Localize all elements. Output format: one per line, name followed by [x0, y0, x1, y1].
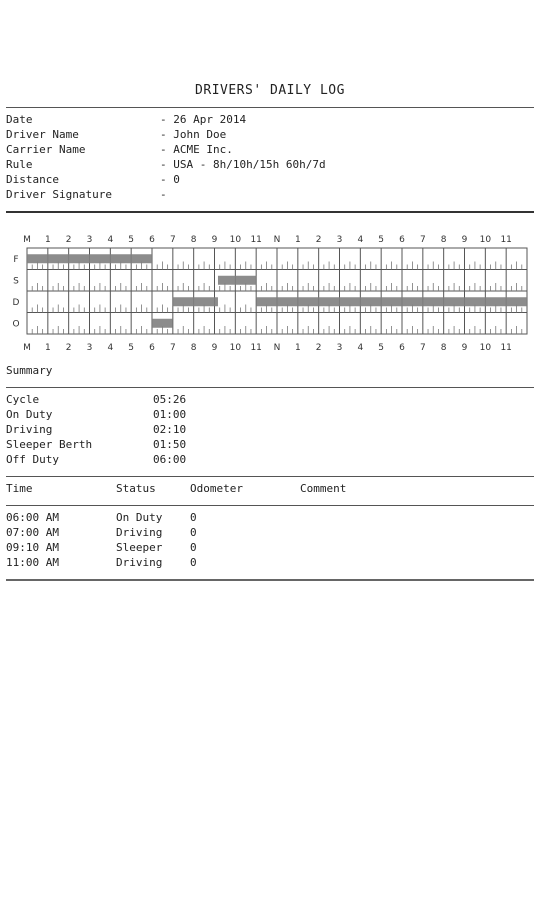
- table-bottom-divider: [6, 579, 534, 581]
- header-divider: [6, 211, 534, 213]
- field-label: Driver Name: [6, 128, 79, 141]
- row-label-d: D: [12, 297, 20, 308]
- column-header-comment: Comment: [300, 482, 347, 495]
- table-row: [6, 540, 197, 555]
- hour-label-top: 2: [65, 235, 72, 245]
- table-row: [6, 525, 197, 540]
- summary-value: 01:00: [153, 408, 187, 421]
- hour-label-bottom: 1: [44, 343, 51, 353]
- hour-label-top: N: [273, 235, 281, 245]
- table-row: [6, 555, 197, 570]
- hour-label-top: 7: [169, 235, 176, 245]
- hour-label-bottom: 2: [65, 343, 72, 353]
- hour-label-bottom: 1: [294, 343, 301, 353]
- summary-label: On Duty: [6, 408, 53, 421]
- summary-value: 06:00: [153, 453, 187, 466]
- hour-label-top: 2: [315, 235, 322, 245]
- hour-label-top: 1: [294, 235, 301, 245]
- summary-label: Cycle: [6, 393, 40, 406]
- cell-status: On Duty: [116, 511, 163, 524]
- cell-odometer: 0: [190, 511, 197, 524]
- table-header-row: [6, 481, 347, 496]
- hour-label-top: 11: [250, 235, 262, 245]
- hour-label-bottom: 11: [250, 343, 262, 353]
- summary-cycle: [6, 392, 187, 407]
- hour-label-top: 10: [479, 235, 492, 245]
- cell-odometer: 0: [190, 526, 197, 539]
- log-title: DRIVERS' DAILY LOG: [195, 83, 345, 98]
- hour-label-top: 4: [357, 235, 364, 245]
- hour-label-top: 3: [86, 235, 93, 245]
- hour-label-bottom: 4: [357, 343, 364, 353]
- summary-label: Off Duty: [6, 453, 59, 466]
- hour-label-bottom: 5: [128, 343, 135, 353]
- hour-label-bottom: 4: [107, 343, 114, 353]
- field-value: -: [160, 188, 167, 201]
- hour-label-bottom: 9: [211, 343, 218, 353]
- cell-status: Sleeper: [116, 541, 163, 554]
- hour-label-top: 1: [44, 235, 51, 245]
- hour-label-top: 7: [419, 235, 426, 245]
- field-label: Carrier Name: [6, 143, 86, 156]
- row-label-s: S: [13, 276, 19, 287]
- hour-label-bottom: 5: [378, 343, 385, 353]
- field-value: - 0: [160, 173, 180, 186]
- hour-label-bottom: 10: [229, 343, 242, 353]
- field-value: - 26 Apr 2014: [160, 113, 247, 126]
- field-value: - USA - 8h/10h/15h 60h/7d: [160, 158, 326, 171]
- field-driver-signature: [6, 187, 167, 202]
- hour-label-bottom: 8: [440, 343, 447, 353]
- hour-label-top: 9: [211, 235, 218, 245]
- hour-label-top: 6: [399, 235, 405, 245]
- duty-status-grid: [0, 230, 540, 355]
- duty-segment-d: [173, 297, 218, 306]
- hour-label-bottom: 9: [461, 343, 468, 353]
- hour-label-top: 8: [440, 235, 447, 245]
- hour-label-bottom: 7: [419, 343, 426, 353]
- field-label: Distance: [6, 173, 59, 186]
- field-distance: [6, 172, 180, 187]
- summary-label: Sleeper Berth: [6, 438, 93, 451]
- hour-label-top: 4: [107, 235, 114, 245]
- hour-label-bottom: 8: [190, 343, 197, 353]
- field-label: Rule: [6, 158, 33, 171]
- summary-value: 01:50: [153, 438, 187, 451]
- table-row: [6, 510, 197, 525]
- cell-time: 06:00 AM: [6, 511, 59, 524]
- summary-on-duty: [6, 407, 187, 422]
- field-date: [6, 112, 247, 127]
- field-carrier-name: [6, 142, 233, 157]
- hour-label-top: 3: [336, 235, 343, 245]
- hour-label-bottom: 10: [479, 343, 492, 353]
- row-label-f: F: [13, 254, 19, 265]
- hour-label-bottom: 3: [86, 343, 93, 353]
- title-divider: [6, 107, 534, 108]
- hour-label-bottom: 6: [399, 343, 405, 353]
- hour-label-bottom: 11: [500, 343, 512, 353]
- hour-label-bottom: 7: [169, 343, 176, 353]
- hour-label-top: 10: [229, 235, 242, 245]
- hour-label-bottom: 2: [315, 343, 322, 353]
- summary-driving: [6, 422, 187, 437]
- hour-label-top: 8: [190, 235, 197, 245]
- hour-label-top: M: [23, 235, 31, 245]
- cell-status: Driving: [116, 556, 163, 569]
- summary-label: Driving: [6, 423, 53, 436]
- field-value: - ACME Inc.: [160, 143, 233, 156]
- hour-label-top: 6: [149, 235, 155, 245]
- cell-time: 09:10 AM: [6, 541, 59, 554]
- field-label: Date: [6, 113, 33, 126]
- column-header-status: Status: [116, 482, 156, 495]
- summary-value: 02:10: [153, 423, 187, 436]
- field-label: Driver Signature: [6, 188, 112, 201]
- hour-label-bottom: 6: [149, 343, 155, 353]
- hour-label-top: 11: [500, 235, 512, 245]
- hour-label-top: 5: [128, 235, 135, 245]
- summary-heading: Summary: [6, 364, 53, 377]
- column-header-odometer: Odometer: [190, 482, 243, 495]
- hour-label-top: 9: [461, 235, 468, 245]
- table-top-divider: [6, 476, 534, 477]
- summary-off-duty: [6, 452, 187, 467]
- hour-label-top: 5: [378, 235, 385, 245]
- summary-sleeper-berth: [6, 437, 187, 452]
- row-label-o: O: [12, 319, 20, 330]
- cell-time: 11:00 AM: [6, 556, 59, 569]
- duty-segment-s: [218, 276, 256, 285]
- hour-label-bottom: 3: [336, 343, 343, 353]
- field-rule: [6, 157, 326, 172]
- cell-odometer: 0: [190, 541, 197, 554]
- hour-label-bottom: N: [273, 343, 281, 353]
- cell-odometer: 0: [190, 556, 197, 569]
- hour-label-bottom: M: [23, 343, 31, 353]
- duty-segment-d: [256, 297, 527, 306]
- column-header-time: Time: [6, 482, 33, 495]
- table-header-divider: [6, 505, 534, 506]
- field-value: - John Doe: [160, 128, 227, 141]
- duty-segment-o: [152, 319, 173, 328]
- summary-value: 05:26: [153, 393, 187, 406]
- summary-divider: [6, 387, 534, 388]
- duty-segment-f: [27, 254, 152, 263]
- field-driver-name: [6, 127, 227, 142]
- cell-time: 07:00 AM: [6, 526, 59, 539]
- cell-status: Driving: [116, 526, 163, 539]
